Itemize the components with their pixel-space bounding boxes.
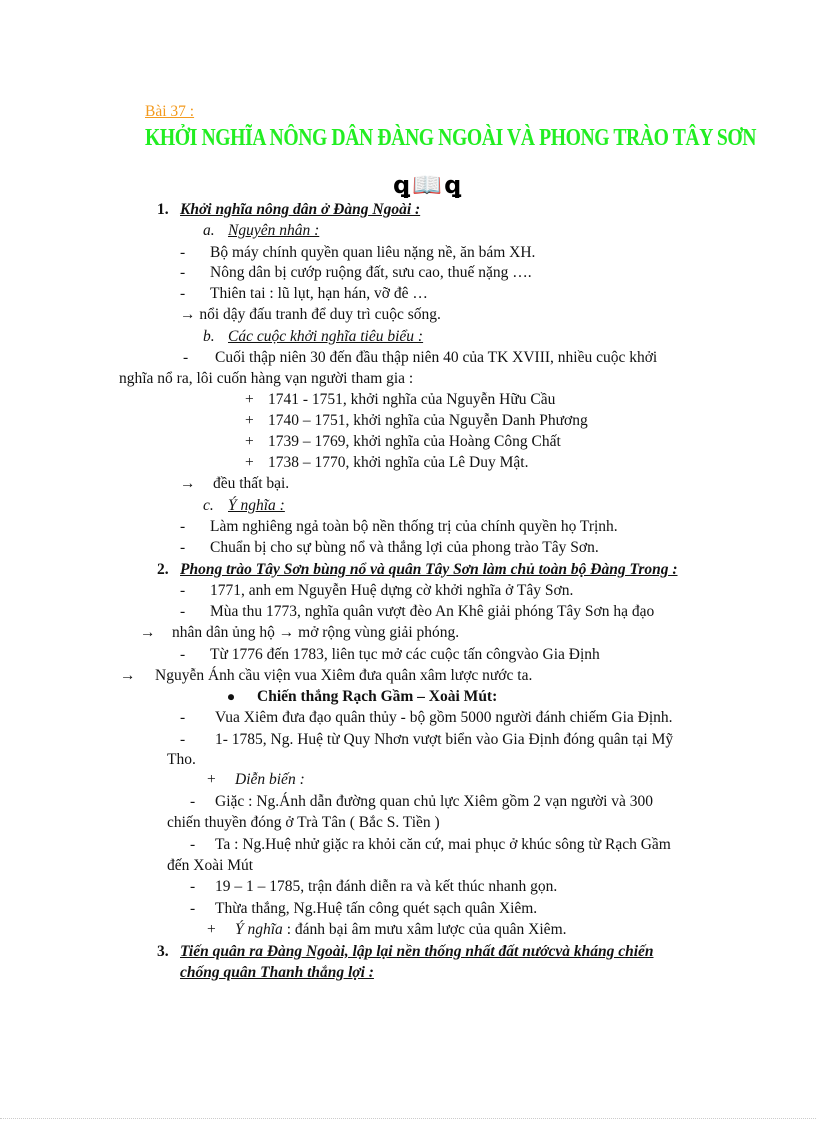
list-item: Mùa thu 1773, nghĩa quân vượt đèo An Khê giải phóng Tây Sơn hạ đạo bbox=[210, 603, 655, 620]
sub-c-heading: Ý nghĩa : bbox=[228, 497, 285, 514]
section-3-heading-cont: chống quân Thanh thắng lợi : bbox=[180, 964, 374, 981]
lesson-label: Bài 37 : bbox=[145, 103, 195, 120]
dash: - bbox=[180, 264, 186, 281]
dash: - bbox=[180, 731, 186, 748]
dien-bien-label: Diễn biến : bbox=[235, 771, 305, 788]
list-item: 1741 - 1751, khởi nghĩa của Nguyễn Hữu Cầu bbox=[268, 391, 556, 408]
dash: - bbox=[180, 518, 186, 535]
paragraph-line: Cuối thập niên 30 đến đầu thập niên 40 của TK XVIII, nhiều cuộc khởi bbox=[215, 349, 658, 366]
paragraph-line: nghĩa nổ ra, lôi cuốn hàng vạn người tham gia : bbox=[119, 370, 414, 387]
dash: - bbox=[190, 793, 196, 810]
list-item: Thừa thắng, Ng.Huệ tấn công quét sạch quân Xiêm. bbox=[215, 900, 538, 917]
sub-b-heading: Các cuộc khởi nghĩa tiêu biểu : bbox=[228, 328, 424, 345]
dash: - bbox=[180, 244, 186, 261]
arrow: → bbox=[120, 667, 136, 684]
dash: - bbox=[180, 539, 186, 556]
list-item: 1771, anh em Nguyễn Huệ dựng cờ khởi nghĩa ở Tây Sơn. bbox=[210, 582, 574, 599]
dash: - bbox=[180, 646, 186, 663]
conclusion: → nổi dậy đấu tranh để duy trì cuộc sống. bbox=[180, 306, 441, 323]
y-nghia-line bbox=[235, 920, 567, 940]
list-item: Giặc : Ng.Ánh dẫn đường quan chủ lực Xiêm gồm 2 vạn người và 300 bbox=[215, 793, 654, 810]
conclusion: đều thất bại. bbox=[213, 475, 290, 492]
page-title: KHỞI NGHĨA NÔNG DÂN ĐÀNG NGOÀI VÀ PHONG TRÀO TÂY SƠN bbox=[145, 125, 757, 151]
paragraph-line: Nguyễn Ánh cầu viện vua Xiêm đưa quân xâm lược nước ta. bbox=[155, 667, 533, 684]
sub-a-heading: Nguyên nhân : bbox=[228, 222, 320, 239]
section-3-heading: Tiến quân ra Đàng Ngoài, lập lại nền thống nhất đất nướcvà kháng chiến bbox=[180, 943, 654, 960]
list-item: 1740 – 1751, khởi nghĩa của Nguyễn Danh Phương bbox=[268, 412, 588, 429]
section-1-number: 1. bbox=[157, 201, 169, 218]
plus: + bbox=[245, 454, 254, 471]
list-item: 1738 – 1770, khởi nghĩa của Lê Duy Mật. bbox=[268, 454, 529, 471]
dash: - bbox=[180, 582, 186, 599]
dash: - bbox=[190, 878, 196, 895]
dash: - bbox=[190, 836, 196, 853]
list-item: 19 – 1 – 1785, trận đánh diễn ra và kết thúc nhanh gọn. bbox=[215, 878, 558, 895]
sub-c-number: c. bbox=[203, 497, 214, 514]
list-item: Ta : Ng.Huệ nhử giặc ra khỏi căn cứ, mai phục ở khúc sông từ Rạch Gầm bbox=[215, 836, 671, 853]
section-3-number: 3. bbox=[157, 943, 169, 960]
section-2-heading: Phong trào Tây Sơn bùng nổ và quân Tây Sơn làm chủ toàn bộ Đàng Trong : bbox=[180, 561, 678, 578]
dash: - bbox=[180, 285, 186, 302]
list-item: Chuẩn bị cho sự bùng nổ và thắng lợi của phong trào Tây Sơn. bbox=[210, 539, 599, 556]
paragraph-line: chiến thuyền đóng ở Trà Tân ( Bắc S. Tiền ) bbox=[167, 814, 440, 831]
dash: - bbox=[180, 709, 186, 726]
arrow: → bbox=[180, 475, 196, 492]
list-item: Vua Xiêm đưa đạo quân thủy - bộ gồm 5000 người đánh chiếm Gia Định. bbox=[215, 709, 673, 726]
bullet-icon: ⏺ bbox=[228, 690, 235, 704]
arrow: → bbox=[140, 624, 156, 641]
list-item: Từ 1776 đến 1783, liên tục mở các cuộc tấn côngvào Gia Định bbox=[210, 646, 600, 663]
plus: + bbox=[245, 433, 254, 450]
plus: + bbox=[245, 391, 254, 408]
sub-a-number: a. bbox=[203, 222, 215, 239]
paragraph-line: Tho. bbox=[167, 751, 196, 768]
dash: - bbox=[180, 603, 186, 620]
list-item: Làm nghiêng ngả toàn bộ nền thống trị của chính quyền họ Trịnh. bbox=[210, 518, 618, 535]
section-2-number: 2. bbox=[157, 561, 169, 578]
list-item: Thiên tai : lũ lụt, hạn hán, vỡ đê … bbox=[210, 285, 428, 302]
y-nghia-label: Ý nghĩa bbox=[235, 921, 283, 938]
paragraph-line: đến Xoài Mút bbox=[167, 857, 254, 874]
dash: - bbox=[190, 900, 196, 917]
decorative-book-icon: ꝗ📖ꝗ bbox=[393, 171, 464, 199]
plus: + bbox=[207, 921, 216, 938]
list-item: Nông dân bị cướp ruộng đất, sưu cao, thuế nặng …. bbox=[210, 264, 532, 281]
dash: - bbox=[183, 349, 189, 366]
plus: + bbox=[245, 412, 254, 429]
list-item: 1- 1785, Ng. Huệ từ Quy Nhơn vượt biển vào Gia Định đóng quân tại Mỹ bbox=[215, 731, 674, 748]
list-item: Bộ máy chính quyền quan liêu nặng nề, ăn bám XH. bbox=[210, 244, 536, 261]
y-nghia-text: : đánh bại âm mưu xâm lược của quân Xiêm. bbox=[282, 921, 567, 938]
list-item: 1739 – 1769, khởi nghĩa của Hoàng Công Chất bbox=[268, 433, 561, 450]
plus: + bbox=[207, 771, 216, 788]
page-border bbox=[0, 1118, 816, 1119]
sub-b-number: b. bbox=[203, 328, 215, 345]
battle-heading: Chiến thắng Rạch Gầm – Xoài Mút: bbox=[257, 688, 498, 705]
section-1-heading: Khởi nghĩa nông dân ở Đàng Ngoài : bbox=[180, 201, 421, 218]
paragraph-line: nhân dân ủng hộ → mở rộng vùng giải phóng. bbox=[172, 624, 460, 641]
